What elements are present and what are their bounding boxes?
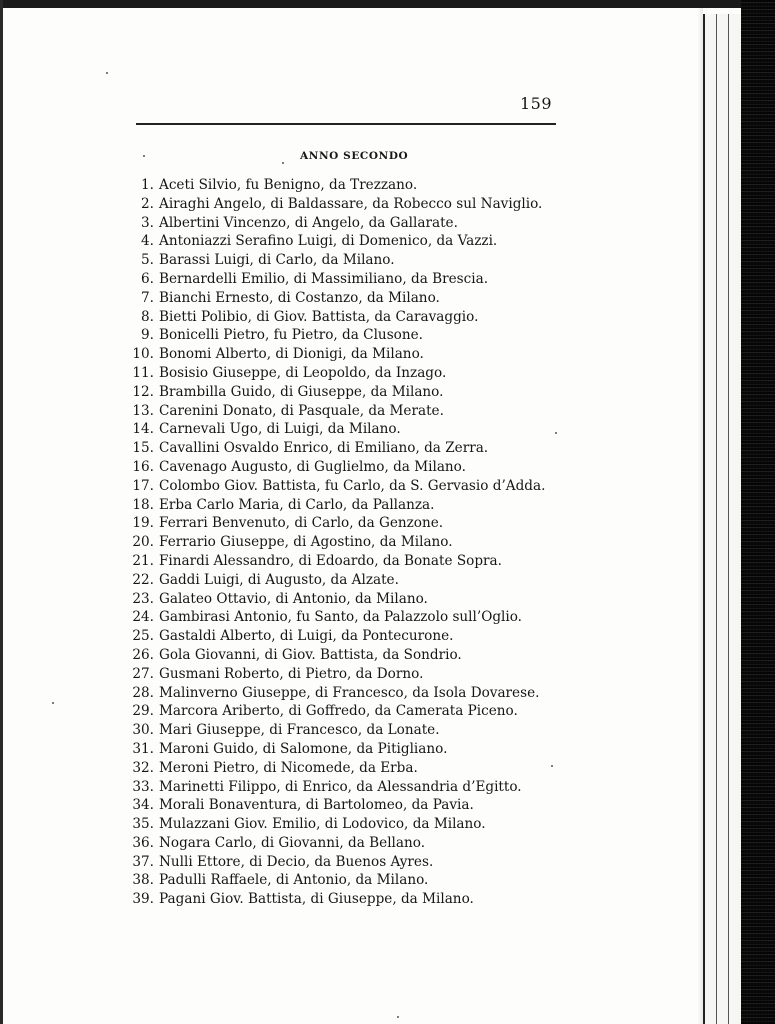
list-item (118, 270, 578, 289)
paper-speck (551, 765, 553, 767)
entry-number: 23. (132, 590, 154, 607)
entry-text: Maroni Guido, di Salomone, da Pitigliano. (159, 740, 448, 757)
entry-text: Marcora Ariberto, di Goffredo, da Camerata Piceno. (159, 703, 518, 720)
list-item (118, 289, 578, 308)
entry-text: Bernardelli Emilio, di Massimiliano, da Brescia. (159, 270, 489, 287)
entry-text: Marinetti Filippo, di Enrico, da Alessandria d’Egitto. (159, 778, 522, 795)
paper-speck (143, 155, 145, 157)
list-item (118, 251, 578, 270)
entry-number: 15. (132, 440, 154, 457)
entry-text: Antoniazzi Serafino Luigi, di Domenico, da Vazzi. (159, 233, 498, 250)
entry-text: Gambirasi Antonio, fu Santo, da Palazzolo sull’Oglio. (159, 609, 523, 626)
entry-number: 4. (141, 233, 154, 250)
entry-number: 39. (132, 891, 154, 908)
entry-number: 22. (132, 571, 154, 588)
list-item (118, 796, 578, 815)
list-item (118, 778, 578, 797)
list-item (118, 890, 578, 909)
entry-text: Cavallini Osvaldo Enrico, di Emiliano, da Zerra. (159, 440, 489, 457)
entry-number: 26. (132, 646, 154, 663)
list-item (118, 871, 578, 890)
entry-number: 36. (132, 834, 154, 851)
list-item (118, 496, 578, 515)
entry-number: 8. (141, 308, 154, 325)
entry-number: 10. (132, 346, 154, 363)
list-item (118, 646, 578, 665)
list-item (118, 214, 578, 233)
entry-text: Ferrario Giuseppe, di Agostino, da Milano. (159, 534, 453, 551)
paper-speck (282, 162, 284, 164)
entry-number: 31. (132, 740, 154, 757)
entry-number: 35. (132, 816, 154, 833)
list-item (118, 195, 578, 214)
student-list (118, 176, 578, 909)
entry-text: Finardi Alessandro, di Edoardo, da Bonate Sopra. (159, 552, 502, 569)
list-item (118, 176, 578, 195)
entry-number: 2. (141, 195, 154, 212)
paper-speck (106, 72, 108, 74)
scan-top-border (0, 0, 775, 8)
entry-number: 16. (132, 458, 154, 475)
entry-text: Padulli Raffaele, di Antonio, da Milano. (159, 872, 429, 889)
entry-number: 28. (132, 684, 154, 701)
entry-text: Erba Carlo Maria, di Carlo, da Pallanza. (159, 496, 435, 513)
list-item (118, 383, 578, 402)
list-item (118, 458, 578, 477)
page-number: 159 (520, 94, 553, 113)
entry-number: 37. (132, 853, 154, 870)
entry-number: 19. (132, 515, 154, 532)
paper-speck (52, 702, 54, 704)
entry-number: 14. (132, 421, 154, 438)
list-item (118, 420, 578, 439)
list-item (118, 514, 578, 533)
entry-number: 33. (132, 778, 154, 795)
list-item (118, 627, 578, 646)
fore-edge-line (716, 14, 717, 1024)
list-item (118, 665, 578, 684)
entry-text: Bosisio Giuseppe, di Leopoldo, da Inzago. (159, 364, 447, 381)
header-rule (136, 123, 556, 125)
list-item (118, 326, 578, 345)
list-item (118, 402, 578, 421)
list-item (118, 232, 578, 251)
entry-number: 32. (132, 759, 154, 776)
list-item (118, 571, 578, 590)
list-item (118, 721, 578, 740)
entry-text: Gusmani Roberto, di Pietro, da Dorno. (159, 665, 424, 682)
entry-text: Bonomi Alberto, di Dionigi, da Milano. (159, 346, 424, 363)
book-fore-edge (703, 14, 741, 1024)
entry-text: Malinverno Giuseppe, di Francesco, da Isola Dovarese. (159, 684, 540, 701)
list-item (118, 308, 578, 327)
entry-text: Colombo Giov. Battista, fu Carlo, da S. Gervasio d’Adda. (159, 477, 546, 494)
entry-text: Carnevali Ugo, di Luigi, da Milano. (159, 421, 401, 438)
list-item (118, 439, 578, 458)
entry-number: 1. (141, 177, 154, 193)
list-item (118, 477, 578, 496)
entry-text: Barassi Luigi, di Carlo, da Milano. (159, 252, 395, 269)
entry-number: 12. (132, 383, 154, 400)
list-item (118, 364, 578, 383)
entry-number: 11. (132, 364, 154, 381)
entry-number: 27. (132, 665, 154, 682)
entry-number: 20. (132, 534, 154, 551)
entry-text: Mulazzani Giov. Emilio, di Lodovico, da Milano. (159, 816, 486, 833)
entry-text: Nogara Carlo, di Giovanni, da Bellano. (159, 834, 426, 851)
entry-number: 13. (132, 402, 154, 419)
entry-number: 25. (132, 628, 154, 645)
list-item (118, 552, 578, 571)
entry-text: Bonicelli Pietro, fu Pietro, da Clusone. (159, 327, 423, 344)
list-item (118, 853, 578, 872)
entry-text: Gola Giovanni, di Giov. Battista, da Sondrio. (159, 646, 462, 663)
entry-text: Bianchi Ernesto, di Costanzo, da Milano. (159, 289, 440, 306)
list-item (118, 834, 578, 853)
entry-number: 29. (132, 703, 154, 720)
entry-number: 9. (141, 327, 154, 344)
entry-number: 34. (132, 797, 154, 814)
entry-text: Bietti Polibio, di Giov. Battista, da Caravaggio. (159, 308, 479, 325)
entry-text: Nulli Ettore, di Decio, da Buenos Ayres. (159, 853, 434, 870)
book-spine-edge (741, 0, 775, 1024)
entry-number: 30. (132, 722, 154, 739)
entry-text: Meroni Pietro, di Nicomede, da Erba. (159, 759, 418, 776)
entry-number: 5. (141, 252, 154, 269)
fore-edge-line (728, 14, 729, 1024)
entry-number: 6. (141, 270, 154, 287)
entry-text: Morali Bonaventura, di Bartolomeo, da Pavia. (159, 797, 474, 814)
list-item (118, 684, 578, 703)
entry-text: Airaghi Angelo, di Baldassare, da Robecco sul Naviglio. (159, 195, 543, 212)
paper-speck (397, 1016, 399, 1018)
list-item (118, 533, 578, 552)
entry-text: Brambilla Guido, di Giuseppe, da Milano. (159, 383, 444, 400)
entry-text: Cavenago Augusto, di Guglielmo, da Milano. (159, 458, 466, 475)
list-item (118, 590, 578, 609)
entry-text: Carenini Donato, di Pasquale, da Merate. (159, 402, 444, 419)
entry-text: Gaddi Luigi, di Augusto, da Alzate. (159, 571, 399, 588)
entry-text: Mari Giuseppe, di Francesco, da Lonate. (159, 722, 440, 739)
scan-left-border (0, 0, 3, 1024)
entry-number: 3. (141, 214, 154, 231)
entry-text: Galateo Ottavio, di Antonio, da Milano. (159, 590, 428, 607)
entry-text: Pagani Giov. Battista, di Giuseppe, da Milano. (159, 891, 474, 908)
entry-number: 17. (132, 477, 154, 494)
entry-number: 38. (132, 872, 154, 889)
entry-text: Ferrari Benvenuto, di Carlo, da Genzone. (159, 515, 444, 532)
list-item (118, 608, 578, 627)
entry-number: 18. (132, 496, 154, 513)
list-item (118, 740, 578, 759)
entry-text: Gastaldi Alberto, di Luigi, da Pontecurone. (159, 628, 454, 645)
paper-speck (555, 432, 557, 434)
list-item (118, 815, 578, 834)
list-item (118, 759, 578, 778)
entry-number: 21. (132, 552, 154, 569)
entry-number: 7. (141, 289, 154, 306)
entry-text: Aceti Silvio, fu Benigno, da Trezzano. (159, 177, 418, 193)
section-title: ANNO SECONDO (300, 150, 409, 162)
entry-number: 24. (132, 609, 154, 626)
list-item (118, 345, 578, 364)
entry-text: Albertini Vincenzo, di Angelo, da Gallarate. (159, 214, 458, 231)
list-item (118, 702, 578, 721)
